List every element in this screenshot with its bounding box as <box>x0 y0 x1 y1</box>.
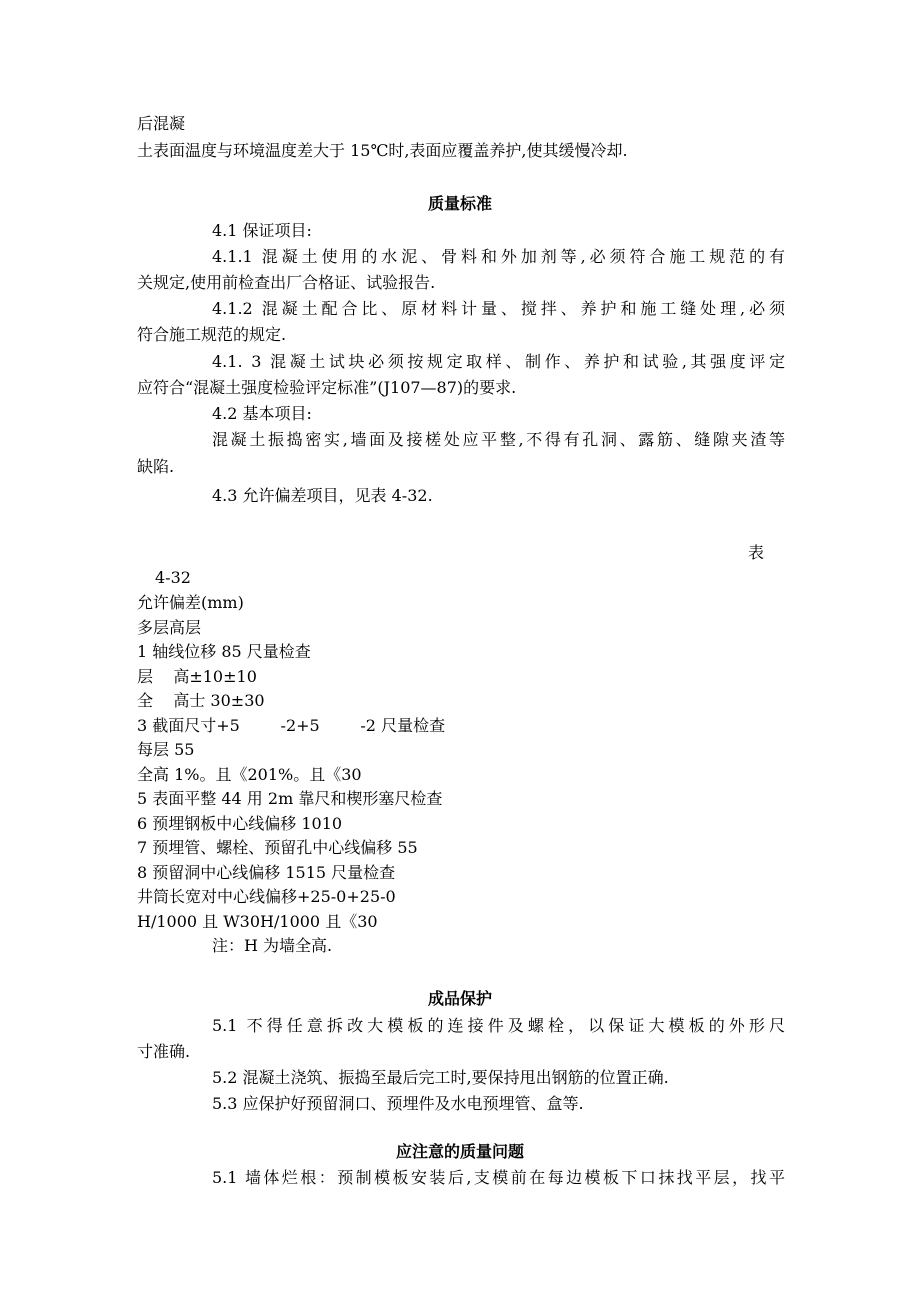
table-row-6: 每层 55 <box>137 740 195 759</box>
paragraph-4-1-2-line-2: 符合施工规范的规定. <box>137 325 287 344</box>
paragraph-4-2: 4.2 基本项目: <box>212 404 312 423</box>
table-note: 注：H 为墙全高. <box>212 936 333 955</box>
paragraph-5-3: 5.3 应保护好预留洞口、预埋件及水电预埋管、盒等. <box>212 1094 584 1113</box>
paragraph-4-1-3-line-1: 4.1. 3 混凝土试块必须按规定取样、制作、养护和试验,其强度评定 <box>212 352 785 371</box>
paragraph-issue-5-1: 5.1 墙体烂根：预制模板安装后,支模前在每边模板下口抹找平层，找平 <box>212 1168 785 1187</box>
paragraph-4-2-body-line-2: 缺陷. <box>137 457 175 476</box>
paragraph-5-1-line-1: 5.1 不得任意拆改大模板的连接件及螺栓，以保证大模板的外形尺 <box>212 1016 785 1035</box>
section-title-product-protection: 成品保护 <box>427 989 492 1008</box>
table-row-8: 5 表面平整 44 用 2m 靠尺和楔形塞尺检查 <box>137 789 443 808</box>
paragraph-4-3: 4.3 允许偏差项目，见表 4-32. <box>212 486 433 505</box>
table-label-right: 表 <box>748 543 765 562</box>
table-row-4: 全 高士 30±30 <box>137 691 265 710</box>
intro-line-1: 后混凝 <box>137 114 186 133</box>
table-row-12: 井筒长宽对中心线偏移+25-0+25-0 <box>137 887 396 906</box>
table-row-2: 1 轴线位移 85 尺量检查 <box>137 642 311 661</box>
table-row-9: 6 预埋钢板中心线偏移 1010 <box>137 814 343 833</box>
paragraph-4-1-3-line-2: 应符合“混凝土强度检验评定标准”(J107—87)的要求. <box>137 378 517 397</box>
paragraph-4-1: 4.1 保证项目: <box>212 221 312 240</box>
paragraph-4-1-1-line-2: 关规定,使用前检查出厂合格证、试验报告. <box>137 273 436 292</box>
table-row-13: H/1000 且 W30H/1000 且《30 <box>137 912 378 931</box>
table-row-1: 多层高层 <box>137 618 202 637</box>
intro-line-2: 土表面温度与环境温度差大于 15℃时,表面应覆盖养护,使其缓慢冷却. <box>137 141 628 160</box>
paragraph-4-2-body-line-1: 混凝土振捣密实,墙面及接槎处应平整,不得有孔洞、露筋、缝隙夹渣等 <box>212 430 785 449</box>
table-row-5: 3 截面尺寸+5 -2+5 -2 尺量检查 <box>137 716 446 735</box>
table-row-3: 层 高±10±10 <box>137 667 257 686</box>
table-row-7: 全高 1%。且《201%。且《30 <box>137 765 362 784</box>
section-title-quality-issues: 应注意的质量问题 <box>395 1142 524 1161</box>
section-title-quality-standard: 质量标准 <box>427 194 492 213</box>
paragraph-5-2: 5.2 混凝土浇筑、振捣至最后完工时,要保持甩出钢筋的位置正确. <box>212 1068 669 1087</box>
table-row-10: 7 预埋管、螺栓、预留孔中心线偏移 55 <box>137 838 418 857</box>
paragraph-4-1-2-line-1: 4.1.2 混凝土配合比、原材料计量、搅拌、养护和施工缝处理,必须 <box>212 299 785 318</box>
table-label-number: 4-32 <box>155 568 191 587</box>
paragraph-5-1-line-2: 寸准确. <box>137 1042 191 1061</box>
paragraph-4-1-1-line-1: 4.1.1 混凝土使用的水泥、骨料和外加剂等,必须符合施工规范的有 <box>212 247 785 266</box>
table-row-0: 允许偏差(mm) <box>137 593 244 612</box>
table-row-11: 8 预留洞中心线偏移 1515 尺量检查 <box>137 863 396 882</box>
